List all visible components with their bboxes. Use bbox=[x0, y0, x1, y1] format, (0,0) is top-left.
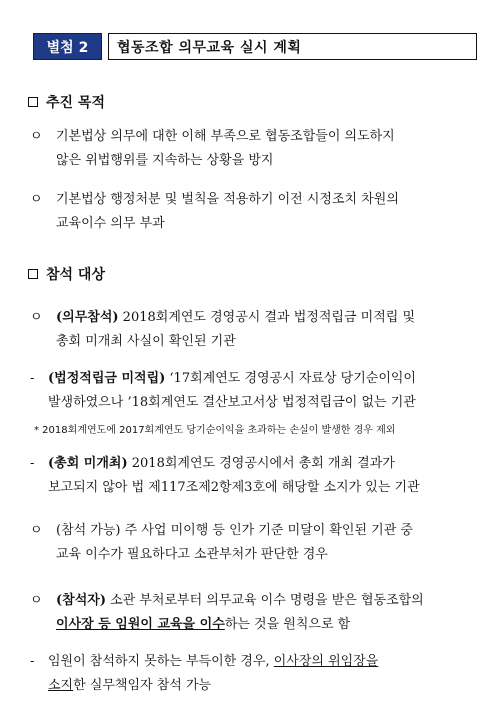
section-heading-target: 참석 대상 bbox=[28, 264, 105, 284]
circle-bullet-icon: ㅇ bbox=[30, 129, 43, 144]
document-title: 협동조합 의무교육 실시 계획 bbox=[108, 33, 477, 60]
target-item-attendee: ㅇ (참석자) 소관 부처로부터 의무교육 이수 명령을 받은 협동조합의 이사장 등 임원이 교육을 이수하는 것을 원칙으로 함 bbox=[30, 589, 480, 637]
target-item-optional: ㅇ (참석 가능) 주 사업 미이행 등 인가 기준 미달이 확인된 기관 중 교육 이수가 필요하다고 소관부처가 판단한 경우 bbox=[30, 519, 480, 567]
target-dash-assembly: - (총회 미개최) 2018회계연도 경영공시에서 총회 개최 결과가 보고되지 않아 법 제117조제2항제3호에 해당할 소지가 있는 기관 bbox=[30, 452, 480, 500]
dash-bullet-icon: - bbox=[30, 654, 35, 669]
circle-bullet-icon: ㅇ bbox=[30, 310, 43, 325]
header bbox=[33, 33, 477, 60]
target-dash-proxy: - 임원이 참석하지 못하는 부득이한 경우, 이사장의 위임장을 소지한 실무책임자 참석 가능 bbox=[30, 650, 480, 698]
attachment-tag: 별첨 2 bbox=[33, 33, 102, 60]
target-dash-reserve: - (법정적립금 미적립) ‘17회계연도 경영공시 자료상 당기순이익이 발생하였으나 ’18회계연도 결산보고서상 법정적립금이 없는 기관 bbox=[30, 367, 480, 415]
dash-bullet-icon: - bbox=[30, 456, 35, 471]
dash-bullet-icon: - bbox=[30, 371, 35, 386]
square-bullet-icon bbox=[28, 97, 38, 107]
circle-bullet-icon: ㅇ bbox=[30, 523, 43, 538]
section-heading-purpose: 추진 목적 bbox=[28, 92, 105, 112]
footnote: * 2018회계연도에 2017회계연도 당기순이익을 초과하는 손실이 발생한 경우 제외 bbox=[34, 425, 396, 436]
purpose-item-2: ㅇ 기본법상 행정처분 및 벌칙을 적용하기 이전 시정조치 차원의 교육이수 의무 부과 bbox=[30, 188, 480, 236]
target-item-mandatory: ㅇ (의무참석) 2018회계연도 경영공시 결과 법정적립금 미적립 및 총회 미개최 사실이 확인된 기관 bbox=[30, 306, 480, 354]
square-bullet-icon bbox=[28, 269, 38, 279]
purpose-item-1: ㅇ 기본법상 의무에 대한 이해 부족으로 협동조합들이 의도하지 않은 위법행위를 지속하는 상황을 방지 bbox=[30, 125, 480, 173]
circle-bullet-icon: ㅇ bbox=[30, 593, 43, 608]
circle-bullet-icon: ㅇ bbox=[30, 192, 43, 207]
